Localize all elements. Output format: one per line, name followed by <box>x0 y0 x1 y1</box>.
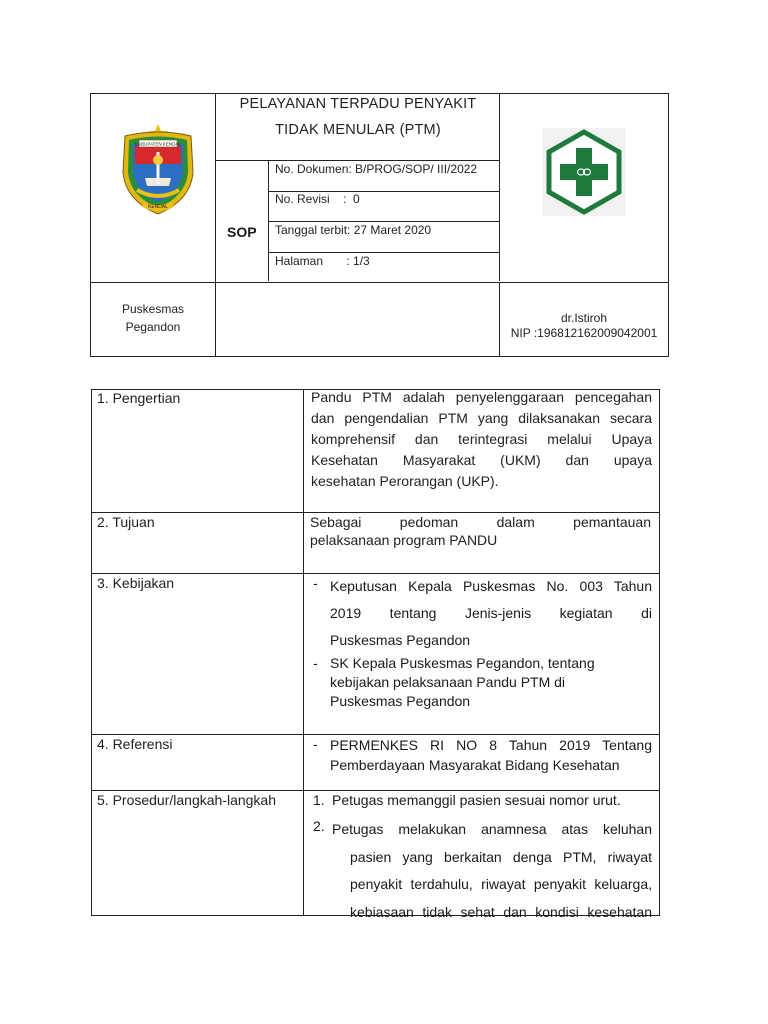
svg-text:KENDAL: KENDAL <box>147 204 169 210</box>
table-column-divider <box>303 389 304 916</box>
text-line: kesehatan Perorangan (UKP). <box>311 473 499 489</box>
section-text-pengertian <box>311 387 652 492</box>
text-line: komprehensif dan terintegrasi melalui Upaya <box>311 431 652 447</box>
page-number: Halaman : 1/3 <box>275 254 370 268</box>
text-line: Kesehatan Masyarakat (UKM) dan upaya <box>311 452 652 468</box>
prosedur-step-2 <box>332 816 652 926</box>
document-title-line2: TIDAK MENULAR (PTM) <box>275 122 441 138</box>
text-line: 2019 tentang Jenis-jenis kegiatan di <box>330 605 652 621</box>
table-border <box>659 389 660 916</box>
signer-block <box>499 311 669 341</box>
puskesmas-name <box>91 300 215 336</box>
revision-number: No. Revisi : 0 <box>275 192 360 206</box>
text-line: kebiasaan tidak sehat dan kondisi kesehatan <box>350 903 652 920</box>
header-divider <box>268 252 499 253</box>
text-line: dan pengendalian PTM yang dilaksanakan secara <box>311 410 652 426</box>
signer-name: dr.Istiroh <box>560 311 608 325</box>
sop-header-table <box>90 93 669 357</box>
section-label-pengertian: 1. Pengertian <box>97 390 181 406</box>
signer-nip: NIP :196812162009042001 <box>510 326 658 340</box>
text-line: penyakit terdahulu, riwayat penyakit keluarga, <box>350 876 652 892</box>
section-label-prosedur: 5. Prosedur/langkah-langkah <box>97 792 277 808</box>
text-line: pelaksanaan program PANDU <box>310 532 498 548</box>
text-line: Puskesmas Pegandon <box>330 693 471 709</box>
text-line: Puskesmas Pegandon <box>330 632 471 648</box>
kendal-emblem-icon <box>115 120 201 216</box>
text-line: Keputusan Kepala Puskesmas No. 003 Tahun <box>330 578 652 594</box>
text-line: kebijakan pelaksanaan Pandu PTM di <box>330 674 566 690</box>
table-row-divider <box>91 790 660 791</box>
header-divider <box>215 160 499 161</box>
header-divider <box>268 221 499 222</box>
header-divider <box>91 282 668 283</box>
text-line: pasien yang berkaitan denga PTM, riwayat <box>350 848 652 865</box>
step-number: 1. <box>313 792 325 808</box>
bullet-dash: - <box>313 575 318 591</box>
step-number: 2. <box>313 818 325 834</box>
text-line: Pandu PTM adalah penyelenggaraan pencegahan <box>311 389 652 405</box>
kebijakan-item-2 <box>330 654 652 711</box>
table-border <box>91 389 92 916</box>
kebijakan-item-1 <box>330 573 652 654</box>
text-line: PERMENKES RI NO 8 Tahun 2019 Tentang <box>330 737 652 753</box>
text-line: Pemberdayaan Masyarakat Bidang Kesehatan <box>330 757 620 773</box>
puskesmas-line1: Puskesmas <box>121 302 185 316</box>
sop-label: SOP <box>227 224 257 240</box>
section-label-referensi: 4. Referensi <box>97 736 173 752</box>
text-line: Petugas melakukan anamnesa atas keluhan <box>332 821 652 837</box>
svg-text:KABUPATEN KENDAL: KABUPATEN KENDAL <box>135 141 181 147</box>
text-line: SK Kepala Puskesmas Pegandon, tentang <box>330 655 595 671</box>
green-cross-logo-icon <box>543 128 625 216</box>
puskesmas-line2: Pegandon <box>125 320 181 334</box>
document-number: No. Dokumen: B/PROG/SOP/ III/2022 <box>275 162 478 176</box>
issue-date: Tanggal terbit: 27 Maret 2020 <box>275 223 432 237</box>
section-text-tujuan <box>310 513 651 549</box>
bullet-dash: - <box>313 736 318 752</box>
sop-body-table <box>91 389 660 920</box>
section-label-kebijakan: 3. Kebijakan <box>97 575 175 591</box>
document-title-line1: PELAYANAN TERPADU PENYAKIT <box>239 96 477 112</box>
section-label-tujuan: 2. Tujuan <box>97 514 155 530</box>
prosedur-step-1: Petugas memanggil pasien sesuai nomor urut. <box>332 792 621 808</box>
bullet-dash: - <box>313 655 318 671</box>
text-line: Sebagai pedoman dalam pemantauan <box>310 514 651 530</box>
referensi-item <box>330 735 652 775</box>
